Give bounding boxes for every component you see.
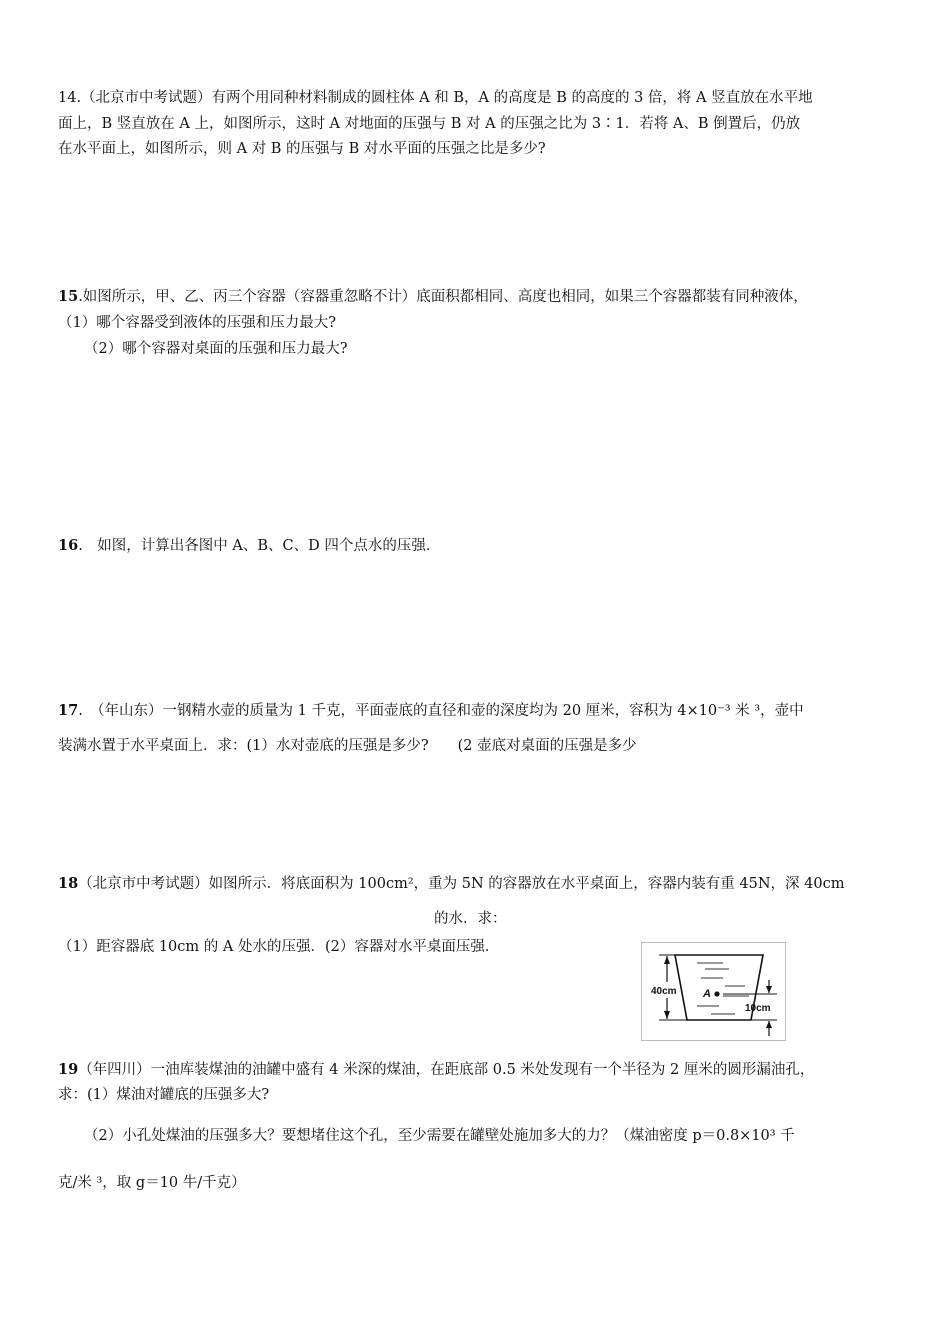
q18-text: （北京市中考试题）如图所示．将底面积为 100cm²，重为 5N 的容器放在水平桌面上，容器内装有重 45N，深 40cm: [78, 876, 845, 892]
q14-line-3: 在水平面上，如图所示，则 A 对 B 的压强与 B 对水平面的压强之比是多少?: [58, 141, 546, 157]
container-figure: [641, 942, 786, 1041]
q19-number: 19: [58, 1061, 79, 1078]
q18-line-3: （1）距容器底 10cm 的 A 处水的压强．(2）容器对水平桌面压强．: [58, 939, 500, 955]
depth-label: 40cm: [651, 986, 677, 997]
q19-text: （年四川）一油库装煤油的油罐中盛有 4 米深的煤油，在距底部 0.5 米处发现有一个半径为 2 厘米的圆形漏油孔，: [78, 1062, 815, 1078]
q17-number: 17: [58, 702, 79, 719]
q18-line-1: [58, 874, 844, 894]
q16-text: . 如图，计算出各图中 A、B、C、D 四个点水的压强．: [78, 538, 441, 554]
q17-text: . （年山东）一钢精水壶的质量为 1 千克，平面壶底的直径和壶的深度均为 20 厘米，容积为 4×10⁻³ 米 ³，壶中: [78, 703, 804, 719]
q15-line-3: （2）哪个容器对桌面的压强和压力最大?: [84, 341, 348, 357]
q19-line-2: 求：(1）煤油对罐底的压强多大?: [58, 1087, 270, 1103]
q15-number: 15: [58, 288, 79, 305]
q14-line-2: 面上，B 竖直放在 A 上，如图所示，这时 A 对地面的压强与 B 对 A 的压强之比为 3∶1．若将 A、B 倒置后，仍放: [58, 116, 801, 132]
q16-line: [58, 536, 440, 556]
q18-line-2: 的水．求：: [434, 911, 507, 927]
q17-line-1: [58, 701, 804, 721]
q16-number: 16: [58, 537, 79, 554]
q19-line-1: [58, 1060, 814, 1080]
q15-text: .如图所示，甲、乙、丙三个容器（容器重忽略不计）底面积都相同、高度也相同，如果三个容器都装有同种液体，: [78, 289, 808, 305]
q14-line-1: 14.（北京市中考试题）有两个用同种材料制成的圆柱体 A 和 B，A 的高度是 B 的高度的 3 倍，将 A 竖直放在水平地: [58, 90, 813, 106]
q19-line-3: （2）小孔处煤油的压强多大？要想堵住这个孔，至少需要在罐壁处施加多大的力？（煤油密度 p＝0.8×10³ 千: [84, 1128, 795, 1144]
q19-line-4: 克/米 ³，取 g＝10 牛/千克）: [58, 1175, 246, 1191]
q15-line-2: （1）哪个容器受到液体的压强和压力最大?: [58, 315, 336, 331]
q17-line-2: 装满水置于水平桌面上．求：(1）水对壶底的压强是多少? (2 壶底对桌面的压强是多少: [58, 738, 637, 754]
point-a-dot: [714, 991, 719, 996]
q15-line-1: [58, 287, 808, 307]
container-diagram: [641, 942, 786, 1041]
q18-number: 18: [58, 875, 79, 892]
point-a-label: A: [703, 988, 711, 1000]
height-label: 10cm: [745, 1003, 771, 1014]
